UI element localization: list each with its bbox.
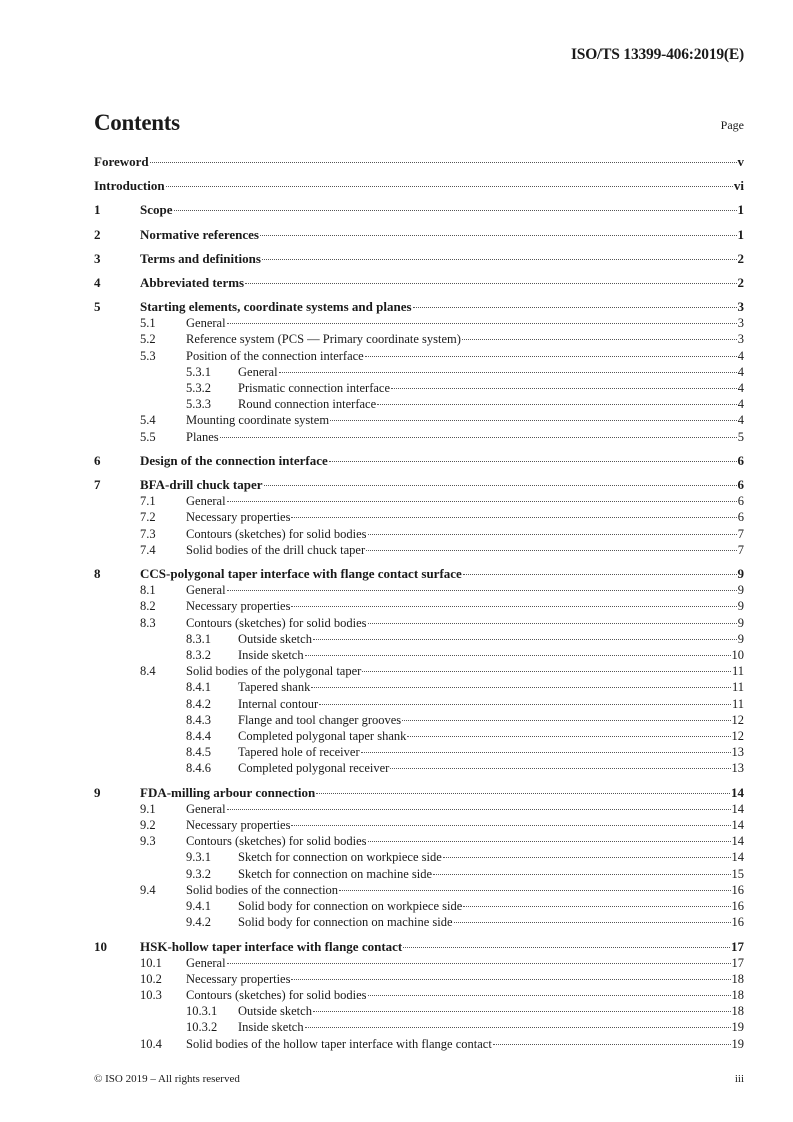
toc-entry-page: 14 — [731, 801, 744, 816]
dot-leader — [279, 372, 737, 373]
dot-leader — [330, 420, 737, 421]
toc-entry-title[interactable]: Design of the connection interface — [140, 452, 328, 468]
dot-leader — [313, 639, 737, 640]
toc-entry-title[interactable]: CCS-polygonal taper interface with flange contact surface — [140, 566, 462, 582]
toc-entry-page: 18 — [731, 1004, 744, 1019]
dot-leader — [365, 356, 737, 357]
dot-leader — [368, 623, 737, 624]
toc-entry-number: 8.4 — [140, 664, 156, 679]
toc-entry-page: 5 — [737, 429, 744, 444]
toc-entry-number: 9 — [94, 784, 101, 800]
toc-entry-title[interactable]: Outside sketch — [238, 631, 312, 646]
toc-entry-page: 1 — [737, 226, 744, 242]
dot-leader — [329, 461, 737, 462]
toc-entry-title[interactable]: Scope — [140, 202, 173, 218]
toc-entry-title[interactable]: Tapered shank — [238, 680, 311, 695]
toc-entry-number: 10.3.1 — [186, 1004, 218, 1019]
toc-entry-page: 2 — [737, 250, 744, 266]
dot-leader — [403, 947, 730, 948]
toc-entry-page: 10 — [731, 647, 744, 662]
toc-entry-page: vi — [733, 178, 744, 194]
dot-leader — [493, 1044, 731, 1045]
toc-entry-title[interactable]: Contours (sketches) for solid bodies — [186, 615, 367, 630]
toc-entry-title[interactable]: Solid bodies of the drill chuck taper — [186, 542, 366, 557]
toc-entry-title[interactable]: Position of the connection interface — [186, 348, 364, 363]
dot-leader — [260, 235, 737, 236]
toc-entry[interactable] — [94, 227, 744, 243]
dot-leader — [227, 501, 737, 502]
toc-entry-number: 7 — [94, 477, 101, 493]
toc-entry[interactable] — [94, 526, 744, 542]
toc-entry[interactable] — [94, 760, 744, 776]
toc-entry-number: 5.1 — [140, 316, 156, 331]
toc-entry[interactable] — [94, 429, 744, 445]
toc-entry-number: 2 — [94, 226, 101, 242]
toc-entry[interactable] — [94, 348, 744, 364]
toc-entry-number: 9.3 — [140, 834, 156, 849]
dot-leader — [361, 752, 731, 753]
toc-entry-title[interactable]: Completed polygonal receiver — [238, 761, 390, 776]
toc-entry-number: 9.4 — [140, 882, 156, 897]
toc-entry-number: 10.3.2 — [186, 1020, 218, 1035]
toc-entry-page: 16 — [731, 898, 744, 913]
toc-entry-page: 3 — [737, 316, 744, 331]
dot-leader — [402, 720, 730, 721]
toc-entry-title[interactable]: Completed polygonal taper shank — [238, 728, 407, 743]
toc-entry-title[interactable]: Solid body for connection on machine side — [238, 915, 453, 930]
toc-entry-title[interactable]: Internal contour — [238, 696, 319, 711]
dot-leader — [220, 437, 737, 438]
toc-entry-title[interactable]: General — [186, 583, 226, 598]
toc-entry-title[interactable]: Tapered hole of receiver — [238, 745, 360, 760]
toc-entry-page: 14 — [731, 784, 744, 800]
toc-entry-number: 3 — [94, 250, 101, 266]
toc-entry-number: 5 — [94, 299, 101, 315]
toc-entry-title[interactable]: Introduction — [94, 178, 165, 194]
toc-entry-page: 3 — [737, 299, 744, 315]
toc-entry[interactable] — [94, 785, 744, 801]
toc-entry[interactable] — [94, 412, 744, 428]
toc-entry-page: 13 — [731, 761, 744, 776]
dot-leader — [413, 307, 737, 308]
toc-entry-page: 9 — [737, 599, 744, 614]
dot-leader — [407, 736, 730, 737]
toc-entry[interactable] — [94, 566, 744, 582]
toc-entry-page: 6 — [737, 510, 744, 525]
dot-leader — [227, 590, 737, 591]
footer-page-number: iii — [734, 1073, 744, 1085]
toc-entry-number: 4 — [94, 274, 101, 290]
toc-entry[interactable] — [94, 453, 744, 469]
toc-entry-title[interactable]: Terms and definitions — [140, 250, 261, 266]
toc-entry[interactable] — [94, 202, 744, 218]
toc-entry-number: 8.2 — [140, 599, 156, 614]
toc-entry-number: 8.3.2 — [186, 647, 211, 662]
dot-leader — [291, 606, 736, 607]
toc-entry-title[interactable]: Planes — [186, 429, 219, 444]
toc-entry-page: 17 — [731, 938, 744, 954]
toc-entry-number: 6 — [94, 452, 101, 468]
toc-entry-title[interactable]: Solid body for connection on workpiece side — [238, 898, 463, 913]
toc-entry-number: 5.2 — [140, 332, 156, 347]
toc-entry-page: 13 — [731, 745, 744, 760]
toc-entry-title[interactable]: Normative references — [140, 226, 259, 242]
toc-entry-number: 8.4.3 — [186, 712, 211, 727]
toc-entry-title[interactable]: Sketch for connection on workpiece side — [238, 850, 442, 865]
toc-entry-number: 10 — [94, 938, 107, 954]
toc-entry-title[interactable]: Flange and tool changer grooves — [238, 712, 402, 727]
dot-leader — [245, 283, 736, 284]
toc-entry[interactable] — [94, 833, 744, 849]
dot-leader — [227, 323, 737, 324]
toc-entry-number: 5.5 — [140, 429, 156, 444]
dot-leader — [362, 671, 731, 672]
toc-entry-number: 9.3.1 — [186, 850, 211, 865]
dot-leader — [262, 259, 737, 260]
toc-entry-number: 10.2 — [140, 971, 162, 986]
dot-leader — [454, 922, 731, 923]
toc-entry-number: 8 — [94, 566, 101, 582]
toc-entry[interactable] — [94, 647, 744, 663]
toc-entry[interactable] — [94, 849, 744, 865]
toc-entry-title[interactable]: Necessary properties — [186, 599, 291, 614]
toc-entry-page: 11 — [731, 664, 744, 679]
toc-entry-title[interactable]: Solid bodies of the hollow taper interface with flange contact — [186, 1036, 492, 1051]
toc-entry-title[interactable]: Necessary properties — [186, 510, 291, 525]
dot-leader — [339, 890, 730, 891]
toc-entry-title[interactable]: General — [238, 364, 278, 379]
dot-leader — [313, 1011, 731, 1012]
toc-entry-page: 6 — [737, 452, 744, 468]
dot-leader — [291, 979, 730, 980]
toc-entry[interactable] — [94, 493, 744, 509]
dot-leader — [150, 162, 737, 163]
toc-entry[interactable] — [94, 275, 744, 291]
toc-entry-title[interactable]: Necessary properties — [186, 817, 291, 832]
toc-entry-page: 14 — [731, 817, 744, 832]
dot-leader — [264, 485, 737, 486]
toc-entry-title[interactable]: Prismatic connection interface — [238, 380, 391, 395]
toc-entry-page: 14 — [731, 834, 744, 849]
dot-leader — [174, 210, 737, 211]
toc-entry[interactable] — [94, 866, 744, 882]
footer-copyright: © ISO 2019 – All rights reserved — [94, 1073, 240, 1085]
toc-entry-number: 1 — [94, 202, 101, 218]
toc-entry-number: 9.4.2 — [186, 915, 211, 930]
toc-entry[interactable] — [94, 955, 744, 971]
toc-entry-number: 5.3.1 — [186, 364, 211, 379]
table-of-contents — [94, 154, 744, 1052]
toc-entry[interactable] — [94, 914, 744, 930]
toc-entry-page: 18 — [731, 987, 744, 1002]
toc-entry-page: 9 — [737, 615, 744, 630]
toc-entry-title[interactable]: Inside sketch — [238, 1020, 304, 1035]
toc-entry-page: 16 — [731, 882, 744, 897]
toc-entry-number: 9.3.2 — [186, 866, 211, 881]
toc-entry-page: v — [737, 154, 744, 169]
toc-entry-number: 10.3 — [140, 987, 162, 1002]
toc-entry-page: 4 — [737, 348, 744, 363]
toc-entry-title[interactable]: Inside sketch — [238, 647, 304, 662]
toc-entry-number: 5.3.2 — [186, 380, 211, 395]
dot-leader — [366, 550, 737, 551]
toc-entry-number: 7.4 — [140, 542, 156, 557]
toc-entry-number: 9.1 — [140, 801, 156, 816]
toc-entry-number: 7.3 — [140, 526, 156, 541]
toc-entry[interactable] — [94, 898, 744, 914]
toc-entry-title[interactable]: Outside sketch — [238, 1004, 312, 1019]
dot-leader — [443, 857, 731, 858]
toc-entry-title[interactable]: Contours (sketches) for solid bodies — [186, 987, 367, 1002]
toc-entry[interactable] — [94, 396, 744, 412]
document-id: ISO/TS 13399-406:2019(E) — [570, 46, 744, 63]
toc-entry-title[interactable]: Abbreviated terms — [140, 274, 245, 290]
toc-entry[interactable] — [94, 882, 744, 898]
toc-entry[interactable] — [94, 801, 744, 817]
toc-entry-page: 16 — [731, 915, 744, 930]
dot-leader — [368, 841, 731, 842]
toc-entry-title[interactable]: General — [186, 316, 226, 331]
toc-entry-page: 19 — [731, 1020, 744, 1035]
toc-entry-number: 8.4.1 — [186, 680, 211, 695]
toc-entry[interactable] — [94, 712, 744, 728]
toc-entry-title[interactable]: Solid bodies of the polygonal taper — [186, 664, 362, 679]
toc-entry-page: 9 — [737, 631, 744, 646]
toc-entry-page: 6 — [737, 494, 744, 509]
toc-entry-page: 11 — [731, 680, 744, 695]
toc-entry-page: 18 — [731, 971, 744, 986]
toc-entry-number: 8.4.6 — [186, 761, 211, 776]
toc-entry[interactable] — [94, 477, 744, 493]
toc-entry-number: 10.4 — [140, 1036, 162, 1051]
toc-entry-page: 19 — [731, 1036, 744, 1051]
toc-entry[interactable] — [94, 251, 744, 267]
toc-entry[interactable] — [94, 663, 744, 679]
toc-entry-page: 17 — [731, 955, 744, 970]
dot-leader — [391, 388, 737, 389]
toc-entry[interactable] — [94, 679, 744, 695]
toc-entry-page: 1 — [737, 202, 744, 218]
toc-entry-title[interactable]: Reference system (PCS — Primary coordinate system) — [186, 332, 461, 347]
toc-entry[interactable] — [94, 971, 744, 987]
dot-leader — [377, 404, 737, 405]
toc-entry-number: 8.3 — [140, 615, 156, 630]
toc-entry-page: 3 — [737, 332, 744, 347]
dot-leader — [390, 768, 730, 769]
page-column-label: Page — [720, 118, 744, 132]
toc-entry[interactable] — [94, 542, 744, 558]
toc-entry-page: 4 — [737, 380, 744, 395]
toc-entry-number: 5.3.3 — [186, 397, 211, 412]
dot-leader — [319, 704, 731, 705]
dot-leader — [305, 655, 731, 656]
dot-leader — [227, 809, 731, 810]
toc-entry-title[interactable]: Starting elements, coordinate systems and planes — [140, 299, 412, 315]
toc-entry[interactable] — [94, 331, 744, 347]
toc-entry[interactable] — [94, 696, 744, 712]
toc-entry-page: 7 — [737, 542, 744, 557]
toc-entry-page: 11 — [731, 696, 744, 711]
dot-leader — [166, 186, 733, 187]
toc-entry[interactable] — [94, 509, 744, 525]
toc-entry-title[interactable]: HSK-hollow taper interface with flange contact — [140, 938, 403, 954]
toc-entry[interactable] — [94, 598, 744, 614]
toc-entry-title[interactable]: General — [186, 955, 226, 970]
toc-entry-number: 9.2 — [140, 817, 156, 832]
dot-leader — [305, 1027, 731, 1028]
toc-entry-page: 14 — [731, 850, 744, 865]
dot-leader — [463, 574, 737, 575]
toc-entry-page: 12 — [731, 712, 744, 727]
toc-entry-title[interactable]: Round connection interface — [238, 397, 377, 412]
toc-entry[interactable] — [94, 1036, 744, 1052]
toc-entry-page: 6 — [737, 477, 744, 493]
dot-leader — [368, 995, 731, 996]
toc-entry-title[interactable]: General — [186, 494, 226, 509]
toc-entry-number: 8.1 — [140, 583, 156, 598]
toc-entry[interactable] — [94, 817, 744, 833]
dot-leader — [368, 534, 737, 535]
dot-leader — [291, 517, 736, 518]
toc-entry[interactable] — [94, 299, 744, 315]
toc-entry-page: 4 — [737, 413, 744, 428]
toc-entry-page: 9 — [737, 566, 744, 582]
toc-entry-number: 7.2 — [140, 510, 156, 525]
toc-entry[interactable] — [94, 1019, 744, 1035]
toc-entry-number: 8.4.4 — [186, 728, 211, 743]
toc-entry-title[interactable]: Solid bodies of the connection — [186, 882, 339, 897]
toc-entry-page: 9 — [737, 583, 744, 598]
toc-entry[interactable] — [94, 315, 744, 331]
dot-leader — [227, 963, 731, 964]
toc-entry-number: 5.4 — [140, 413, 156, 428]
toc-entry[interactable] — [94, 728, 744, 744]
dot-leader — [291, 825, 730, 826]
toc-entry-page: 15 — [731, 866, 744, 881]
toc-entry-number: 8.3.1 — [186, 631, 211, 646]
dot-leader — [311, 687, 731, 688]
toc-entry[interactable] — [94, 744, 744, 760]
toc-entry-page: 4 — [737, 397, 744, 412]
toc-entry-title[interactable]: BFA-drill chuck taper — [140, 477, 263, 493]
dot-leader — [462, 339, 737, 340]
toc-entry-number: 8.4.5 — [186, 745, 211, 760]
toc-entry-page: 12 — [731, 728, 744, 743]
dot-leader — [433, 874, 730, 875]
toc-entry-number: 8.4.2 — [186, 696, 211, 711]
toc-entry[interactable] — [94, 380, 744, 396]
toc-entry[interactable] — [94, 582, 744, 598]
toc-entry[interactable] — [94, 615, 744, 631]
dot-leader — [316, 793, 730, 794]
toc-entry-page: 7 — [737, 526, 744, 541]
toc-entry[interactable] — [94, 939, 744, 955]
toc-entry[interactable] — [94, 1003, 744, 1019]
toc-entry-title[interactable]: Necessary properties — [186, 971, 291, 986]
toc-entry[interactable] — [94, 364, 744, 380]
toc-entry-number: 7.1 — [140, 494, 156, 509]
toc-entry-title[interactable]: Sketch for connection on machine side — [238, 866, 433, 881]
toc-entry-page: 2 — [737, 274, 744, 290]
toc-entry-title[interactable]: Mounting coordinate system — [186, 413, 330, 428]
toc-entry-title[interactable]: Foreword — [94, 154, 149, 169]
toc-entry[interactable] — [94, 154, 744, 170]
toc-entry-number: 9.4.1 — [186, 898, 211, 913]
contents-title: Contents — [94, 110, 180, 135]
toc-entry[interactable] — [94, 631, 744, 647]
toc-entry[interactable] — [94, 987, 744, 1003]
dot-leader — [463, 906, 730, 907]
toc-entry-title[interactable]: FDA-milling arbour connection — [140, 784, 316, 800]
toc-entry-title[interactable]: Contours (sketches) for solid bodies — [186, 834, 367, 849]
toc-entry-title[interactable]: General — [186, 801, 226, 816]
toc-entry-page: 4 — [737, 364, 744, 379]
toc-entry[interactable] — [94, 178, 744, 194]
toc-entry-number: 10.1 — [140, 955, 162, 970]
toc-entry-number: 5.3 — [140, 348, 156, 363]
toc-entry-title[interactable]: Contours (sketches) for solid bodies — [186, 526, 367, 541]
